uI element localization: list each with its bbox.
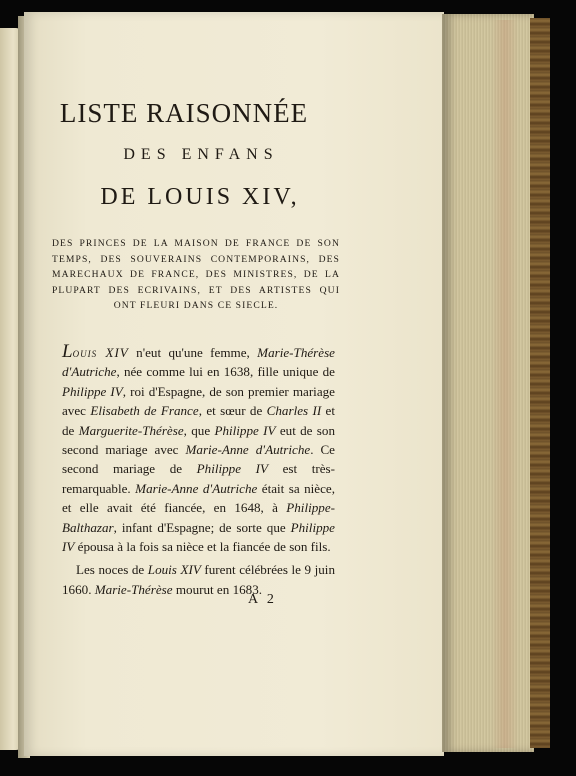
- text-run: furent célébrées le 9 juin 1660.: [62, 562, 335, 597]
- text-run: est très-remarquable.: [62, 461, 336, 496]
- text-run: n'eut qu'une femme,: [128, 345, 258, 360]
- text-run: , née comme lui en 1638, fille unique de: [116, 364, 335, 380]
- italic-name: Philippe IV: [214, 422, 276, 438]
- title-description: DES PRINCES DE LA MAISON DE FRANCE DE SON TEMPS, DES SOUVERAINS CONTEMPORAINS, DES MARECHAUX DE FRANCE, DES MINISTRES, DE LA PLUPART DES ECRIVAINS, ET DES ARTISTES QUI ONT FLEURI DANS CE SIECLE.: [52, 238, 340, 311]
- body-text: [62, 342, 335, 599]
- text-run: épousa à la fois sa nièce et la fiancée de son fils.: [74, 539, 331, 555]
- italic-name: Marie-Anne d'Autriche: [185, 442, 311, 458]
- signature-mark: A 2: [248, 592, 277, 607]
- paragraph-1: [62, 342, 335, 556]
- italic-name: Philippe IV: [62, 383, 123, 399]
- italic-name: Marie-Anne d'Autriche: [135, 480, 258, 496]
- paragraph-2: [62, 560, 335, 599]
- italic-name: Charles II: [266, 403, 322, 419]
- italic-name: Philippe IV: [196, 461, 268, 477]
- text-run: , infant d'Espagne; de sorte que: [113, 519, 291, 535]
- opening-words: ouis XIV: [72, 345, 129, 360]
- page-subtitle-louis: DE LOUIS XIV,: [100, 184, 300, 210]
- text-run: Les noces de: [76, 562, 148, 578]
- italic-name: Elisabeth de France: [90, 403, 199, 419]
- text-run: , roi d'Espagne, de son premier mariage avec: [62, 383, 335, 419]
- italic-name: Philippe-Balthazar: [62, 500, 335, 535]
- text-run: . Ce second mariage de: [62, 442, 335, 477]
- text-run: eut de son second mariage avec: [62, 422, 336, 458]
- text-run: , et sœur de: [198, 403, 267, 419]
- page-title: LISTE RAISONNÉE: [59, 98, 309, 128]
- italic-name: Louis XIV: [147, 562, 201, 578]
- text-run: , que: [183, 422, 215, 438]
- page-subtitle-enfans: DES ENFANS: [123, 146, 279, 163]
- italic-name: Marie-Thérèse d'Autriche: [62, 345, 335, 380]
- text-run: était sa nièce, et elle avait été fiancée, en 1648, à: [62, 480, 335, 516]
- drop-cap: L: [62, 341, 73, 362]
- italic-name: Marie-Thérèse: [94, 581, 173, 597]
- text-run: mourut en 1683.: [172, 581, 263, 597]
- italic-name: Philippe IV: [62, 519, 335, 555]
- italic-name: Marguerite-Thérèse: [78, 422, 184, 438]
- text-run: et de: [62, 403, 335, 438]
